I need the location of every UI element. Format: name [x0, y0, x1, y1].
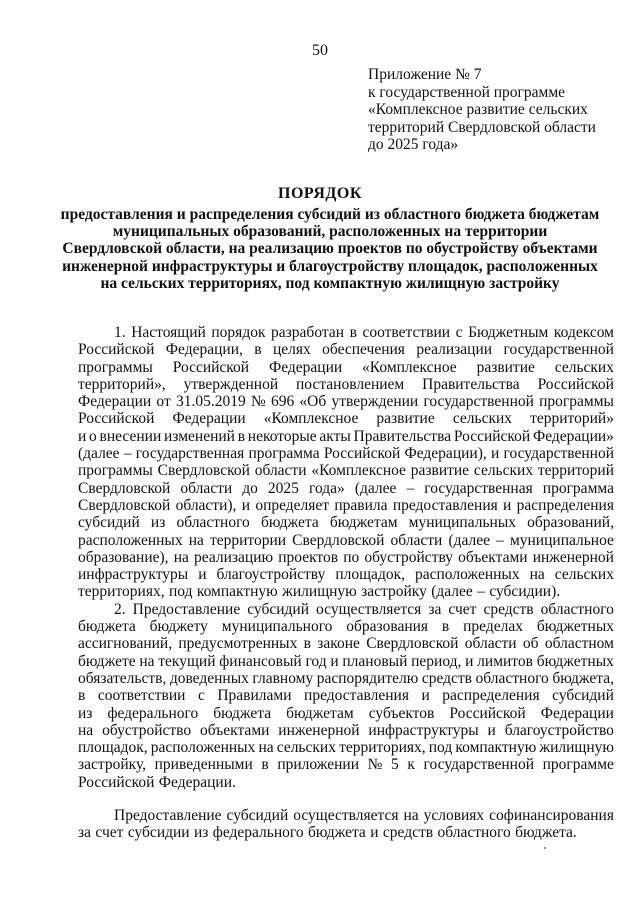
paragraph-line: программы Свердловской области «Комплексное развитие сельских территорий: [78, 462, 614, 480]
document-body: [78, 324, 614, 842]
paragraph-line: и о внесении изменений в некоторые акты Правительства Российской Федерации»: [78, 427, 614, 445]
paragraph-line: в соответствии с Правилами предоставления и распределения субсидий: [78, 687, 614, 705]
annex-line: территорий Свердловской области: [368, 118, 596, 136]
annex-line: до 2025 года»: [368, 136, 459, 153]
paragraph-line: бюджете на текущий финансовый год и плановый период, и лимитов бюджетных: [78, 652, 614, 670]
paragraph-line: инфраструктуры и благоустройству площадок, расположенных на сельских: [78, 566, 614, 584]
paragraph-line: на обустройство объектами инженерной инфраструктуры и благоустройство: [78, 721, 614, 739]
subtitle-line: предоставления и распределения субсидий из областного бюджета бюджетам: [60, 206, 600, 223]
paragraph-line: обязательств, доведенных главному распорядителю средств областного бюджета,: [78, 669, 614, 687]
paragraph-2: [78, 601, 614, 791]
paragraph-line: Федерации от 31.05.2019 № 696 «Об утверждении государственной программы: [78, 393, 614, 411]
paragraph-line: застройку, приведенными в приложении № 5 к государственной программе: [78, 756, 614, 774]
paragraph-line: расположенных на территории Свердловской области (далее – муниципальное: [78, 531, 614, 549]
paragraph-line: 1. Настоящий порядок разработан в соответствии с Бюджетным кодексом: [114, 324, 614, 341]
paragraph-line: Свердловской области до 2025 года» (далее – государственная программа: [78, 479, 614, 497]
paragraph-line: (далее – государственная программа Российской Федерации), и государственной: [78, 445, 614, 463]
paragraph-line: субсидий из областного бюджета бюджетам муниципальных образований,: [78, 514, 614, 532]
paragraph-line: Предоставление субсидий осуществляется на условиях софинансирования: [114, 807, 614, 825]
paragraph-line: площадок, расположенных на сельских территориях, под компактную жилищную: [78, 739, 614, 757]
subtitle-line: инженерной инфраструктуры и благоустройству площадок, расположенных: [62, 257, 598, 275]
paragraph-line: Российской Федерации.: [78, 773, 236, 791]
paragraph-line: за счет субсидии из федерального бюджета и средств областного бюджета.: [78, 824, 577, 842]
paragraph-line: программы Российской Федерации «Комплексное развитие сельских: [78, 358, 614, 376]
document-subtitle: [40, 206, 620, 292]
annex-note: [368, 66, 618, 154]
subtitle-line: Свердловской области, на реализацию проектов по обустройству объектами: [62, 240, 598, 258]
annex-line: к государственной программе: [368, 83, 566, 101]
page-number: 50: [312, 42, 328, 59]
annex-line: Приложение № 7: [368, 66, 482, 83]
paragraph-line: бюджета бюджету муниципального образования в пределах бюджетных: [78, 618, 614, 636]
document-title: ПОРЯДОК: [278, 185, 362, 202]
paragraph-gap: [78, 791, 614, 807]
paragraph-line: Российской Федерации, в целях обеспечения реализации государственной: [78, 341, 614, 359]
paragraph-1: [78, 324, 614, 601]
subtitle-line: на сельских территориях, под компактную жилищную застройку: [100, 274, 560, 292]
paragraph-line: образование), на реализацию проектов по обустройству объектами инженерной: [78, 548, 614, 566]
paragraph-line: Свердловской области), и определяет правила предоставления и распределения: [78, 496, 614, 514]
page-mark: [544, 847, 546, 849]
annex-line: «Комплексное развитие сельских: [368, 101, 588, 118]
paragraph-line: 2. Предоставление субсидий осуществляется за счет средств областного: [114, 600, 614, 618]
subtitle-line: муниципальных образований, расположенных на территории: [112, 223, 548, 241]
paragraph-line: из федерального бюджета бюджетам субъектов Российской Федерации: [78, 704, 614, 722]
paragraph-line: Российской Федерации «Комплексное развитие сельских территорий»: [78, 410, 614, 428]
paragraph-3: [78, 807, 614, 842]
paragraph-line: ассигнований, предусмотренных в законе Свердловской области об областном: [78, 635, 614, 653]
paragraph-line: территориях, под компактную жилищную застройку (далее – субсидии).: [78, 583, 561, 601]
paragraph-line: территорий», утвержденной постановлением Правительства Российской: [78, 375, 614, 393]
